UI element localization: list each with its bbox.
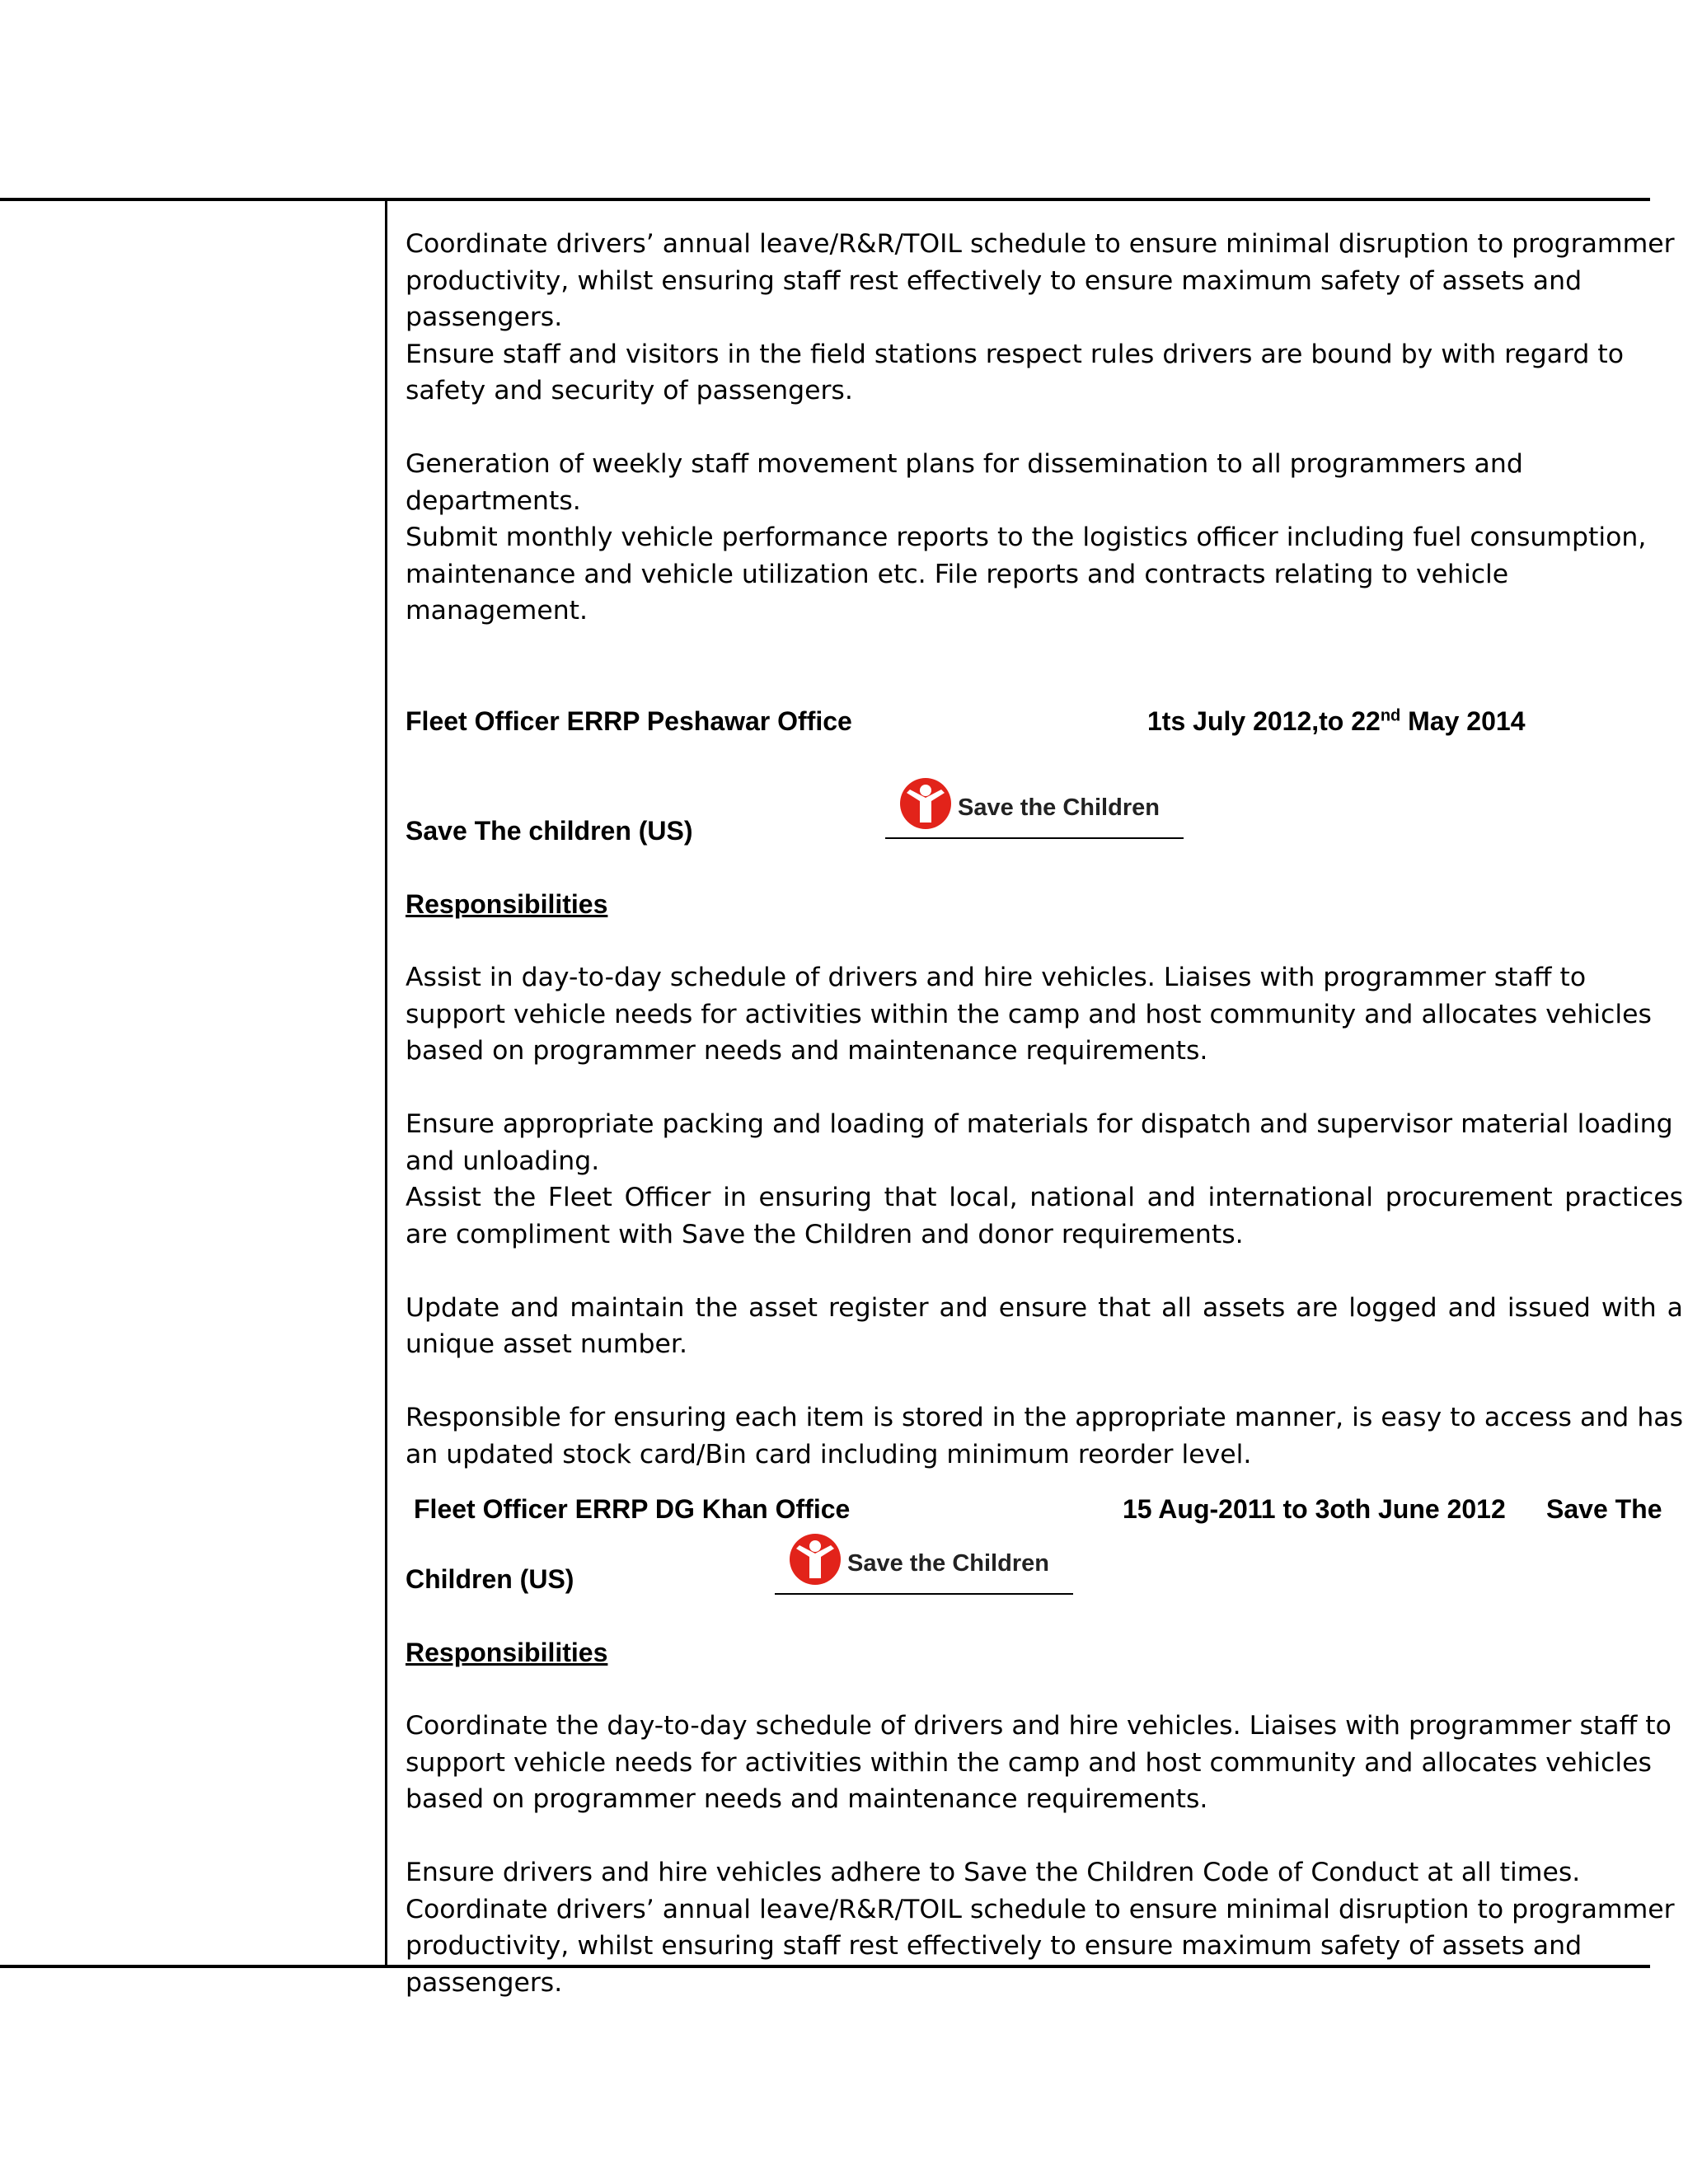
job2-org-part2: Children (US) [406, 1563, 574, 1594]
job2-dates: 15 Aug-2011 to 3oth June 2012 [1123, 1494, 1506, 1524]
job1-paragraph: Assist the Fleet Officer in ensuring that local, national and international procurement practices are compliment with Save the Children and donor requirements. [406, 1183, 1683, 1249]
job2-org-part1: Save The [1546, 1494, 1662, 1524]
job2-paragraph: Coordinate the day-to-day schedule of drivers and hire vehicles. Liaises with programmer staff to support vehicle needs for activities within the camp and host community and allocates vehicles based on programmer needs and maintenance requirements. [406, 1711, 1672, 1814]
job1-org-row [406, 776, 1683, 850]
job2-responsibilities-heading: Responsibilities [406, 1638, 608, 1667]
job2-paragraph: Coordinate drivers’ annual leave/R&R/TOIL schedule to ensure minimal disruption to programmer productivity, whilst ensuring staff rest effectively to ensure maximum safety of assets and passengers. [406, 1894, 1675, 1998]
job1-paragraph: Update and maintain the asset register and ensure that all assets are logged and issued with a unique asset number. [406, 1292, 1683, 1359]
save-the-children-logo: Save the Children [885, 776, 1184, 839]
cv-table [0, 198, 1683, 1998]
intro-paragraph: Coordinate drivers’ annual leave/R&R/TOIL schedule to ensure minimal disruption to programmer productivity, whilst ensuring staff rest effectively to ensure maximum safety of assets and passengers. [406, 229, 1675, 332]
job1-paragraph: Assist in day-to-day schedule of drivers and hire vehicles. Liaises with programmer staff to support vehicle needs for activities within the camp and host community and allocates vehicles based on programmer needs and maintenance requirements. [406, 963, 1652, 1066]
job1-heading-row [406, 703, 1683, 740]
intro-paragraph: Generation of weekly staff movement plans for dissemination to all programmers and departments. [406, 449, 1523, 516]
job2-org-row [406, 1528, 1683, 1598]
left-column [0, 201, 387, 1965]
job1-responsibilities-heading: Responsibilities [406, 889, 608, 919]
job1-paragraph: Ensure appropriate packing and loading of materials for dispatch and supervisor material loading and unloading. [406, 1109, 1673, 1176]
save-the-children-logo: Save the Children [775, 1532, 1073, 1595]
save-the-children-emblem-icon [898, 776, 953, 831]
intro-paragraph: Submit monthly vehicle performance reports to the logistics officer including fuel consumption, maintenance and vehicle utilization etc. File reports and contracts relating to vehicle management. [406, 523, 1647, 626]
job2-heading-row [406, 1491, 1683, 1528]
right-column-content [406, 226, 1683, 2001]
intro-paragraph: Ensure staff and visitors in the field stations respect rules drivers are bound by with regard to safety and security of passengers. [406, 339, 1625, 405]
save-the-children-emblem-icon [788, 1532, 842, 1586]
job1-paragraph: Responsible for ensuring each item is stored in the appropriate manner, is easy to access and has an updated stock card/Bin card including minimum reorder level. [406, 1403, 1683, 1469]
job1-dates: 1ts July 2012,to 22nd May 2014 [1147, 705, 1526, 736]
job2-title: Fleet Officer ERRP DG Khan Office [414, 1494, 851, 1524]
job1-title: Fleet Officer ERRP Peshawar Office [406, 705, 852, 736]
job1-org: Save The children (US) [406, 816, 693, 846]
job2-paragraph: Ensure drivers and hire vehicles adhere to Save the Children Code of Conduct at all times. [406, 1858, 1581, 1887]
